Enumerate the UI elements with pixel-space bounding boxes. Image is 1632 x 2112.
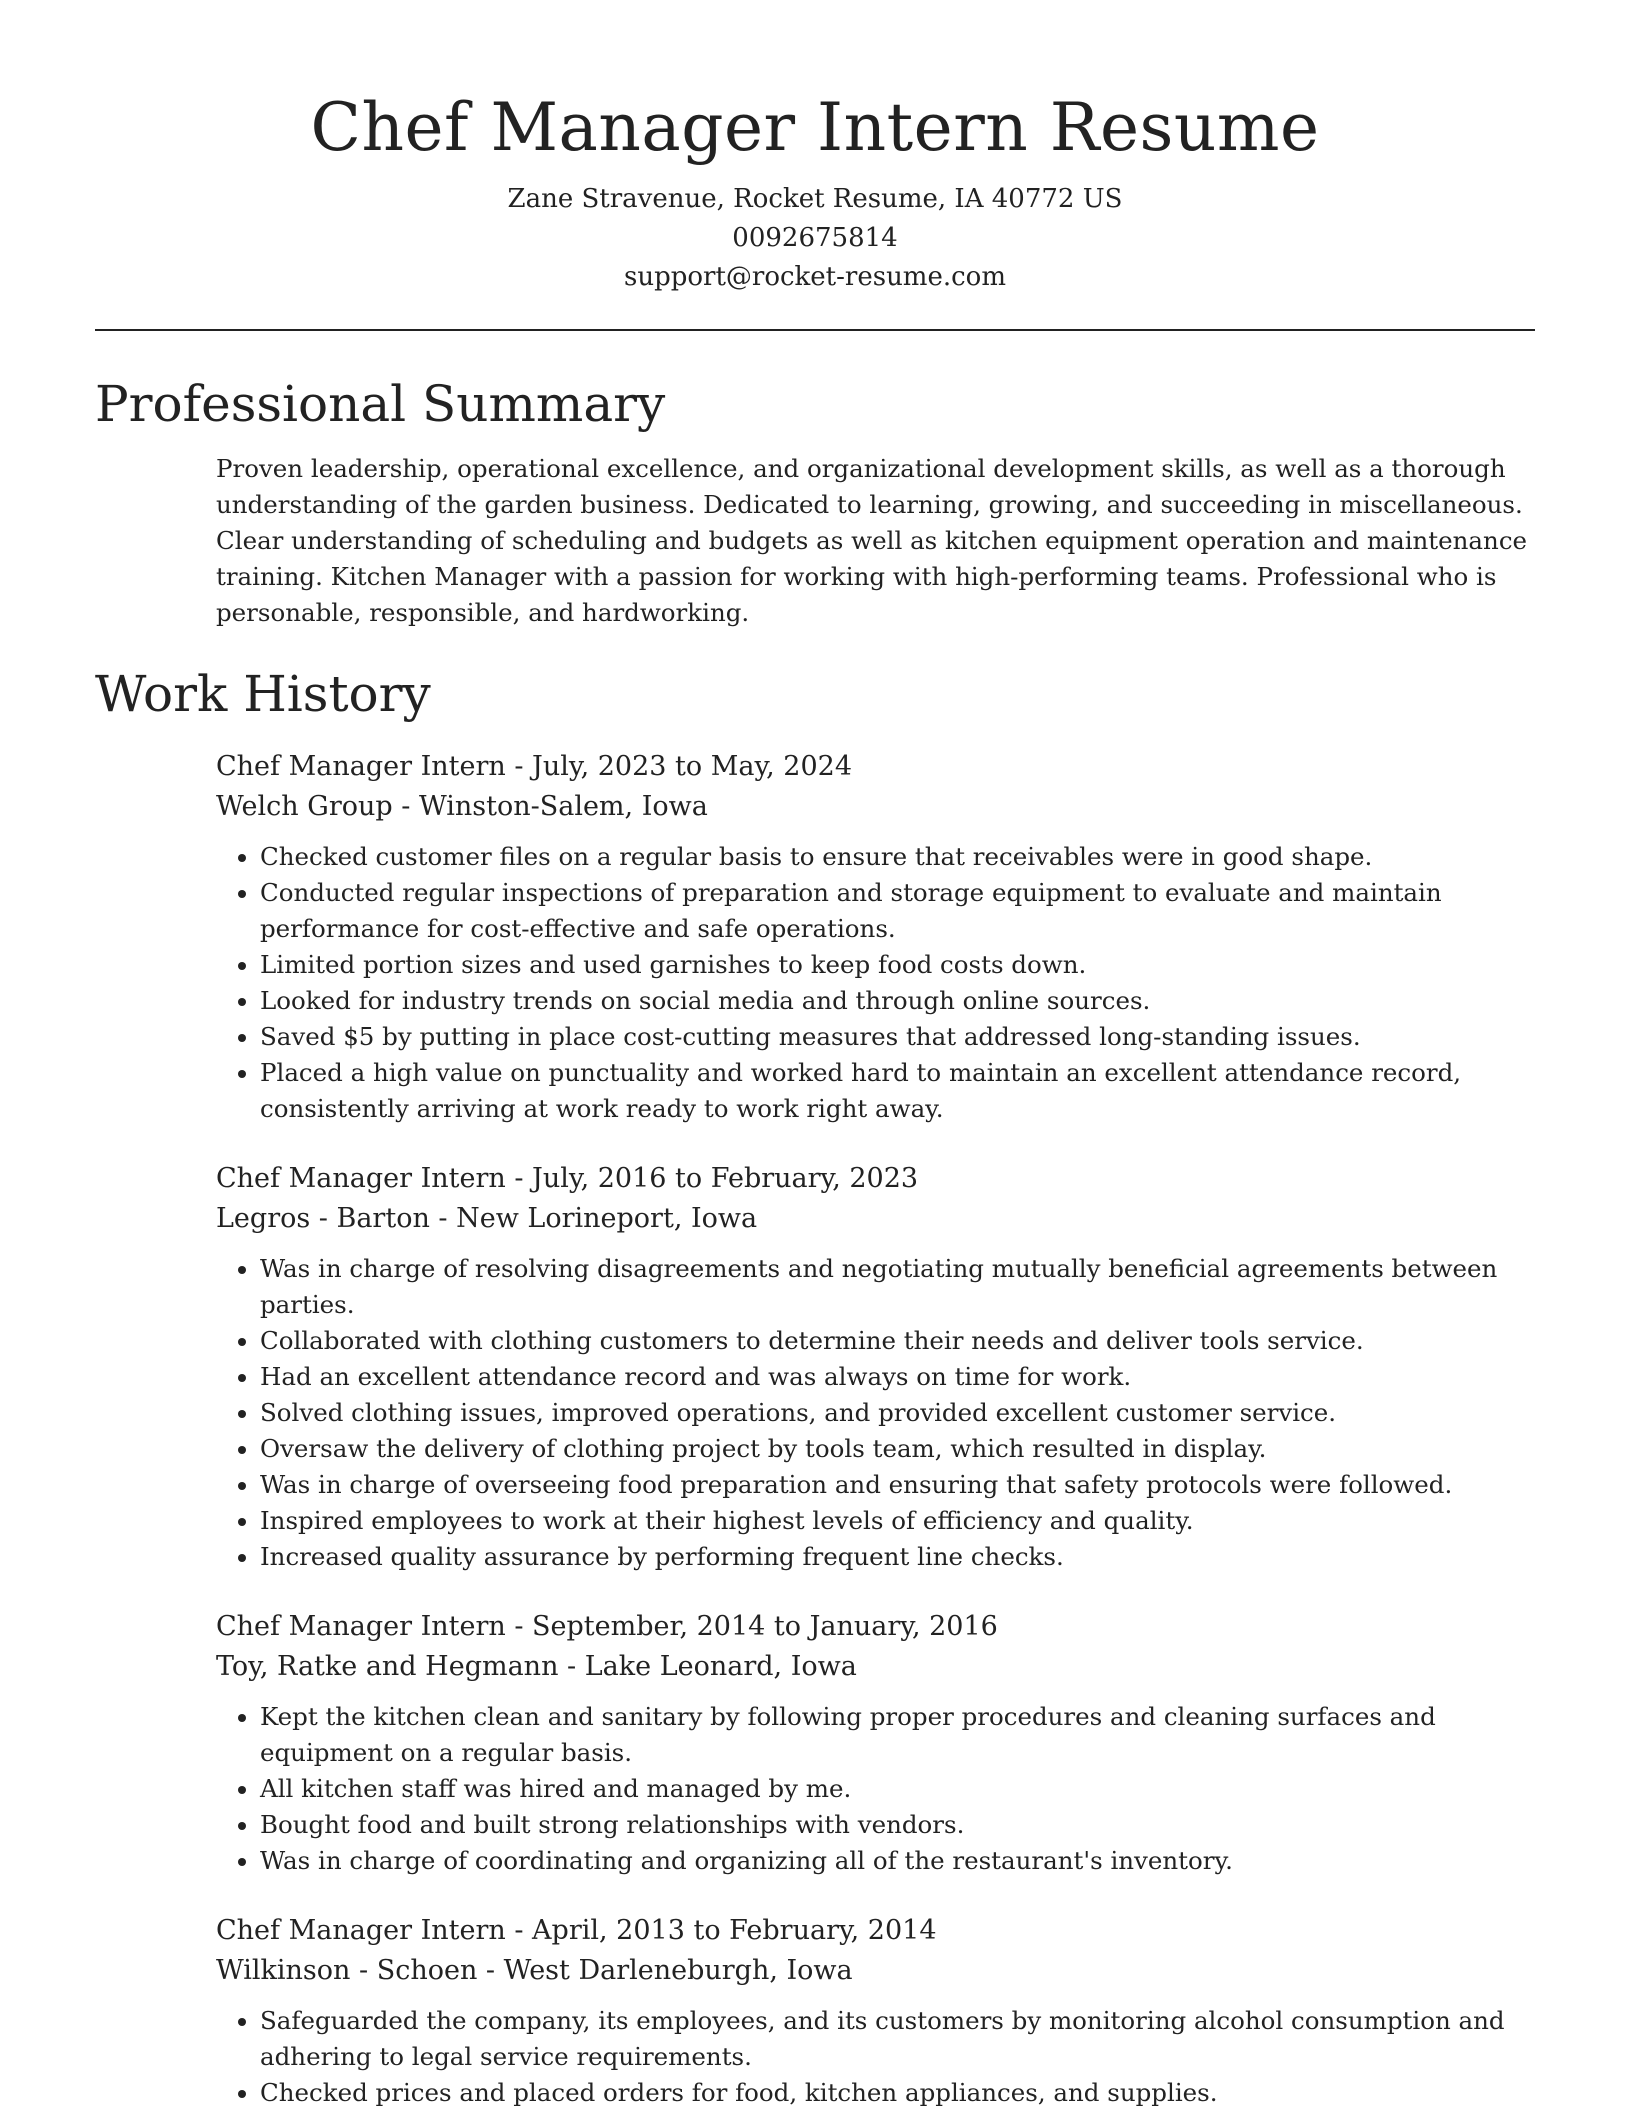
job-bullet: • Conducted regular inspections of preparation and storage equipment to evaluate and maintain performance for cost-effective and safe operations. <box>260 875 1535 947</box>
job-bullet: • Was in charge of overseeing food preparation and ensuring that safety protocols were followed. <box>260 1467 1535 1503</box>
resume-page <box>95 0 1535 2111</box>
job-bullet: • Was in charge of coordinating and organizing all of the restaurant's inventory. <box>260 1843 1535 1879</box>
job-title: Chef Manager Intern - July, 2023 to May, 2024 <box>216 751 853 782</box>
contact-address: Zane Stravenue, Rocket Resume, IA 40772 US <box>507 184 1123 214</box>
job-bullet: • Bought food and built strong relationships with vendors. <box>260 1807 1535 1843</box>
job-entry <box>216 1911 1535 2111</box>
job-bullet-list <box>216 1251 1535 1575</box>
job-bullet: • All kitchen staff was hired and managed by me. <box>260 1771 1535 1807</box>
work-history-heading: Work History <box>95 665 431 723</box>
job-bullet-list <box>216 2003 1535 2111</box>
job-bullet: • Oversaw the delivery of clothing project by tools team, which resulted in display. <box>260 1431 1535 1467</box>
contact-block <box>95 180 1535 297</box>
summary-text: Proven leadership, operational excellence, and organizational development skills, as well as a thorough understanding of the garden business. Dedicated to learning, growing, and succeeding in miscellaneous. Clear understanding of scheduling and budgets as well as kitchen equipment operation and maintenance training. Kitchen Manager with a passion for working with high-performing teams. Professional who is personable, responsible, and hardworking. <box>216 454 1528 627</box>
job-entry <box>216 747 1535 1127</box>
job-bullet: • Inspired employees to work at their highest levels of efficiency and quality. <box>260 1503 1535 1539</box>
header-divider <box>95 329 1535 331</box>
job-bullet: • Was in charge of resolving disagreements and negotiating mutually beneficial agreements between parties. <box>260 1251 1535 1323</box>
job-bullet-list <box>216 839 1535 1127</box>
job-bullet: • Increased quality assurance by performing frequent line checks. <box>260 1539 1535 1575</box>
job-bullet: • Checked customer files on a regular basis to ensure that receivables were in good shape. <box>260 839 1535 875</box>
job-bullet: • Kept the kitchen clean and sanitary by following proper procedures and cleaning surfaces and equipment on a regular basis. <box>260 1699 1535 1771</box>
job-bullet: • Placed a high value on punctuality and worked hard to maintain an excellent attendance record, consistently arriving at work ready to work right away. <box>260 1055 1535 1127</box>
job-company: Toy, Ratke and Hegmann - Lake Leonard, Iowa <box>216 1651 857 1682</box>
job-bullet: • Had an excellent attendance record and was always on time for work. <box>260 1359 1535 1395</box>
job-entry <box>216 1607 1535 1879</box>
job-bullet: • Solved clothing issues, improved operations, and provided excellent customer service. <box>260 1395 1535 1431</box>
job-company: Wilkinson - Schoen - West Darleneburgh, Iowa <box>216 1955 853 1986</box>
resume-header <box>95 0 1535 297</box>
contact-phone: 0092675814 <box>732 223 898 253</box>
job-company: Legros - Barton - New Lorineport, Iowa <box>216 1203 758 1234</box>
job-title: Chef Manager Intern - July, 2016 to February, 2023 <box>216 1163 919 1194</box>
work-history-list <box>95 747 1535 2111</box>
job-bullet: • Safeguarded the company, its employees, and its customers by monitoring alcohol consumption and adhering to legal service requirements. <box>260 2003 1535 2075</box>
job-bullet: • Looked for industry trends on social media and through online sources. <box>260 983 1535 1019</box>
contact-email: support@rocket-resume.com <box>623 262 1006 292</box>
job-entry <box>216 1159 1535 1575</box>
job-title: Chef Manager Intern - September, 2014 to January, 2016 <box>216 1611 998 1642</box>
resume-title: Chef Manager Intern Resume <box>310 89 1320 166</box>
job-company: Welch Group - Winston-Salem, Iowa <box>216 791 708 822</box>
job-bullet: • Collaborated with clothing customers to determine their needs and deliver tools service. <box>260 1323 1535 1359</box>
job-bullet-list <box>216 1699 1535 1879</box>
job-title: Chef Manager Intern - April, 2013 to February, 2014 <box>216 1915 937 1946</box>
job-bullet: • Saved $5 by putting in place cost-cutting measures that addressed long-standing issues. <box>260 1019 1535 1055</box>
summary-heading: Professional Summary <box>95 375 666 433</box>
job-bullet: • Checked prices and placed orders for food, kitchen appliances, and supplies. <box>260 2075 1535 2111</box>
job-bullet: • Limited portion sizes and used garnishes to keep food costs down. <box>260 947 1535 983</box>
